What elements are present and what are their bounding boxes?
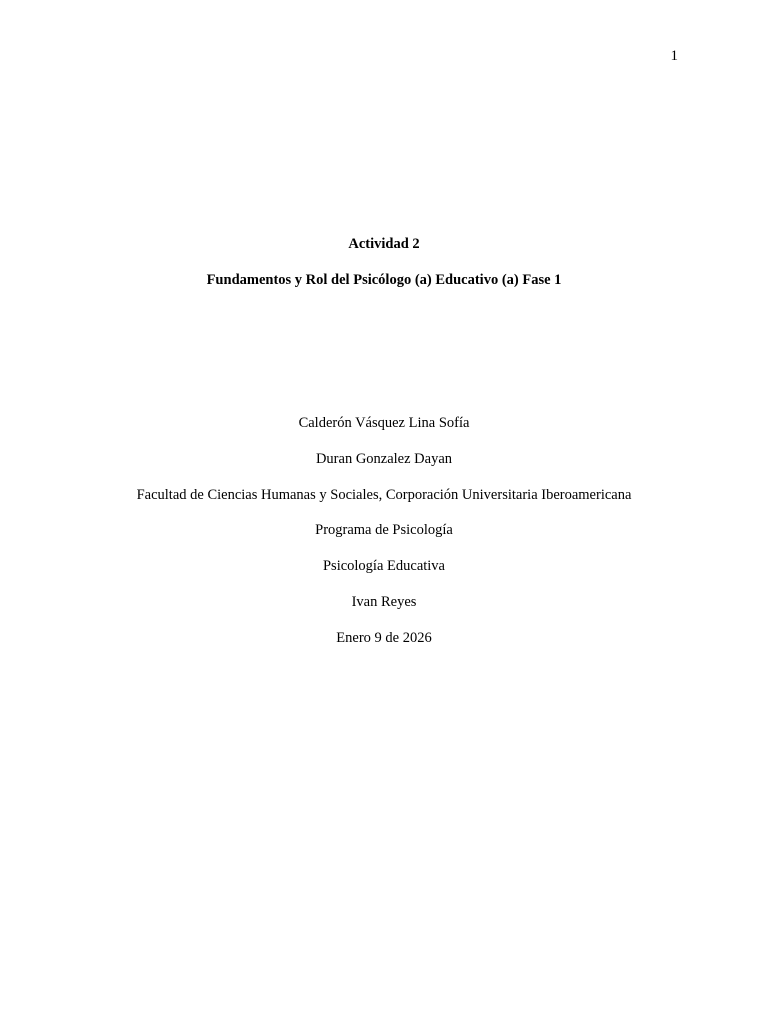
page-number: 1 — [670, 48, 678, 64]
author-block — [0, 414, 768, 665]
activity-title: Actividad 2 — [348, 236, 420, 252]
author-name: Calderón Vásquez Lina Sofía — [298, 415, 470, 431]
author-name: Duran Gonzalez Dayan — [315, 450, 453, 467]
submission-date: Enero 9 de 2026 — [336, 629, 432, 646]
course-name: Psicología Educativa — [322, 558, 445, 575]
institution-affiliation: Facultad de Ciencias Humanas y Sociales, Corporación Universitaria Iberoamericana — [136, 486, 632, 503]
document-title: Fundamentos y Rol del Psicólogo (a) Educativo (a) Fase 1 — [206, 272, 562, 288]
program-name: Programa de Psicología — [315, 522, 453, 539]
title-block — [0, 235, 768, 307]
instructor-name: Ivan Reyes — [351, 593, 417, 610]
